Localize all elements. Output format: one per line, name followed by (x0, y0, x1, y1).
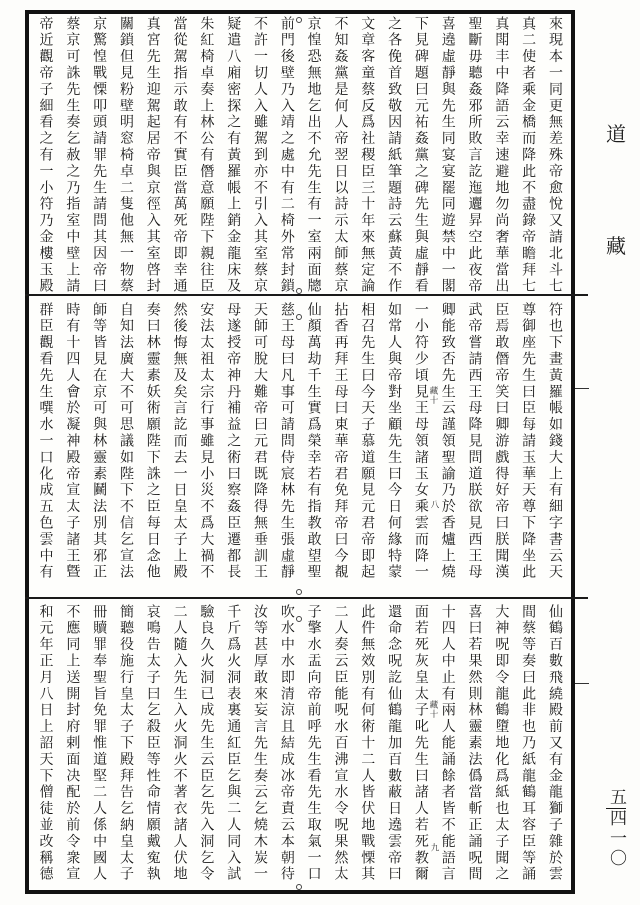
text-column: 文章客童蔡反爲社稷臣三十年來無定論 (359, 16, 376, 295)
text-block-middle (32, 302, 568, 602)
text-column: 自知法廣大不可思議如陛下不信乞宣法 (117, 302, 134, 581)
text-column: 下見碑題曰元祐姦黨之碑先生與虛靜看 (412, 16, 429, 295)
margin-tick (575, 388, 589, 389)
text-column: 疑遣八廂密探之有黃羅帳上銷金龍床及 (225, 16, 242, 295)
text-column: 符也下畫黃羅帳如錢大上有細字書云天 (546, 302, 563, 581)
text-column: 卿能致否先生云謹領聖諭乃於香爐上燒 (439, 302, 456, 581)
gutter-circle (296, 288, 302, 294)
text-column: 群臣觀看先生噀水一口化成五色雲中有 (37, 302, 54, 581)
gutter-circle (296, 884, 302, 890)
gutter-circle (296, 589, 302, 595)
text-column: 時有十四人會於凝神殿帝宣太子諸王曁 (64, 302, 81, 581)
text-column: 喜遶虛靜與先生同宴宴罷同遊禁中一閣 (439, 16, 456, 295)
text-column: 仙鶴百數飛繞殿前又有金龍獅子雜於雲 (546, 604, 563, 883)
text-column: 間蔡等奏曰此非也乃紙龍鶴耳容臣等誦 (520, 604, 537, 883)
block-divider-line (25, 294, 588, 296)
text-column: 然後悔無及矣言訖而去一日皇太子上殿 (171, 302, 188, 581)
text-column: 仙顏萬劫千生實爲榮幸若有指教敢望聖 (305, 302, 322, 581)
folio-mark: 九 (429, 843, 439, 853)
text-column: 簡聽役施行皇太子下殿拜告乞納皇太子 (117, 604, 134, 883)
folio-mark: 藏十 (428, 700, 438, 719)
gutter-circle (296, 17, 302, 23)
text-block-lower (32, 604, 568, 888)
folio-mark: 藏十 (428, 386, 438, 405)
text-column: 臣焉敢僭帝笑曰卿游戲得好帝曰朕聞漢 (493, 302, 510, 581)
text-column: 朱紅椅卓奏上林公有僭意願陛下親往臣 (198, 16, 215, 295)
text-column: 京驚惶戰慄叩頭請罪先生請問其因帝曰 (91, 16, 108, 295)
text-column: 帝近觀帝子細看之有一小符乃金樓玉殿 (37, 16, 54, 295)
canon-title-zang: 藏 (606, 234, 626, 258)
margin-tick (575, 683, 589, 684)
text-column: 汝等甚厚敢來妄言先生奏云乞燒木炭一 (252, 604, 268, 883)
text-column: 冊贖罪奉聖旨免罪惟道堅二人係中國人 (91, 604, 108, 883)
text-column: 千斤爲火洞表裏通紅臣乞與二人同入試 (225, 604, 242, 883)
text-column: 之各俛首致敬因請紙筆題詩云蘇黃不作 (386, 16, 403, 295)
text-column: 京惶恐無地乞出不允先生有一室兩面牕 (305, 16, 322, 295)
text-column: 大神呪即令龍鶴墮地化爲紙也太子聞之 (493, 604, 510, 883)
gutter-circle (296, 616, 302, 622)
text-column: 真閗丰中降語云幸速避地勿尚奢華當出 (493, 16, 510, 295)
text-column: 蔡京可誅先生奏乞赦之乃指室中壁上請 (64, 16, 81, 295)
text-column: 關鎖但見粉壁明窓椅卓二隻他無一物蔡 (117, 16, 134, 295)
text-column: 武帝嘗請西王母降見問道朕欲見西王母 (466, 302, 483, 581)
gutter-circle (296, 314, 302, 320)
page-number (604, 788, 628, 869)
text-column: 前門後壁乃入靖之處中有二椅外常封鎖 (278, 16, 295, 295)
text-column: 一小符少頃見王母領諸玉女乘雲而降一 (412, 302, 429, 581)
canon-title-dao: 道 (606, 122, 626, 146)
text-column: 當從駕指示敢有不實臣當萬死帝即幸通 (171, 16, 188, 295)
text-column: 還命念呪訖仙鶴龍加百數蔽日遶雲帝曰 (386, 604, 403, 883)
text-column: 吹水中水即清涼且結成冰帝責云本朝待 (278, 604, 295, 883)
text-column: 尊御座先生曰臣每請玉華天尊下降坐此 (520, 302, 537, 581)
text-column: 哀鳴告太子曰乞殺臣等性命情願戴寃執 (144, 604, 161, 883)
text-column: 如常人與帝對坐顧先生曰今日何緣特蒙 (386, 302, 403, 581)
text-column: 不知姦黨是何人帝翌日以詩示太師蔡京 (332, 16, 349, 295)
text-column: 二人隨入先生入火洞火不著衣諸人伏地 (171, 604, 188, 883)
text-column: 真二使者乘金橋而降此不盡錄帝瞻拜七 (520, 16, 537, 295)
text-column: 面若死灰皇太子叱先生曰諸人若死教爾 (412, 604, 429, 883)
text-column: 相召先生曰今天子慕道願見元君帝即起 (359, 302, 376, 581)
text-column: 和元年正月八日上詔天下僧徒並改稱德 (37, 604, 54, 883)
text-column: 此件無效別有何術十二人皆伏地戰慄其 (359, 604, 376, 883)
page-number-leaf: 四一〇 (606, 809, 626, 869)
text-column: 奏曰林靈素妖術願陛下誅之臣每日念他 (144, 302, 161, 581)
text-column: 天師可脫大難帝曰元君既降得無垂訓王 (252, 302, 268, 581)
page-number-volume: 五 (606, 788, 626, 808)
text-column: 拈香再拜王母曰東華帝君免拜帝曰今覩 (332, 302, 349, 581)
text-column: 十四人中止有兩人能誦餘者皆不能語言 (439, 604, 456, 883)
text-column: 聖斷毋聽姦邪所敗言訖迤邐昇空此夜帝 (466, 16, 483, 295)
block-divider-line (25, 597, 588, 599)
text-column: 來現本一同更無差殊帝愈悅又請北斗七 (546, 16, 563, 295)
text-column: 不應同上送開封府剌面决配於前令衆宣 (64, 604, 81, 883)
text-column: 安法太祖太宗行事雖見小災不爲大禍不 (198, 302, 215, 581)
text-column: 喜曰若果然則林靈素法僞當斬正誦呪間 (466, 604, 483, 883)
text-column: 母遂授帝神丹補益之術曰察姦臣遷都長 (225, 302, 242, 581)
text-column: 真宮先生迎駕起居帝與京徑入其室啓封 (144, 16, 161, 295)
text-block-upper (32, 16, 568, 298)
text-column: 驗良久火洞已成先生云臣乞先入洞乞令 (198, 604, 215, 883)
text-column: 不許一切人入雖駕到亦不引入其室蔡京 (252, 16, 268, 295)
folio-mark: 八 (429, 500, 439, 510)
text-column: 子擎水盂向帝前呼先生看先生取氣一口 (305, 604, 322, 883)
text-column: 二人奏云臣能呪水百沸宣水令呪果然太 (332, 604, 349, 883)
text-frame-border (25, 10, 575, 894)
text-column: 慈王母曰凡事可請問侍宸林先生張虛靜 (278, 302, 295, 581)
text-column: 師等皆見在京可與林靈素鬭法別其邪正 (91, 302, 108, 581)
